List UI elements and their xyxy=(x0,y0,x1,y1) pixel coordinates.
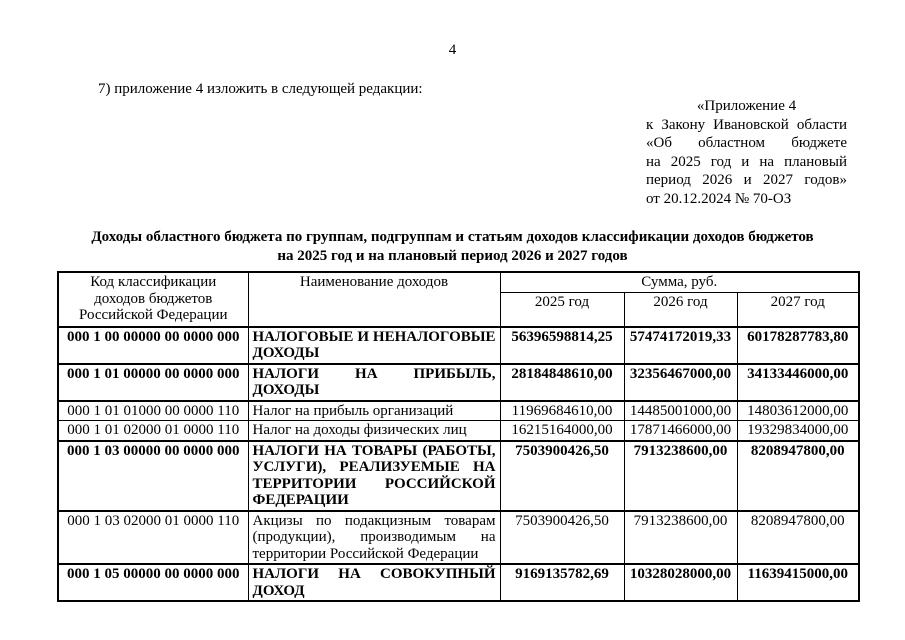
name-cell: НАЛОГОВЫЕ И НЕНАЛОГОВЫЕ ДОХОДЫ xyxy=(248,327,500,364)
table-row xyxy=(58,564,859,601)
amount-2025-cell: 7503900426,50 xyxy=(500,441,624,511)
amount-2026-cell: 7913238600,00 xyxy=(624,511,737,565)
amount-2026-cell: 10328028000,00 xyxy=(624,564,737,601)
amount-2026-cell: 14485001000,00 xyxy=(624,401,737,421)
code-cell: 000 1 00 00000 00 0000 000 xyxy=(58,327,248,364)
code-cell: 000 1 01 01000 00 0000 110 xyxy=(58,401,248,421)
code-cell: 000 1 03 00000 00 0000 000 xyxy=(58,441,248,511)
name-cell: Акцизы по подакцизным товарам (продукции), производимым на территории Российской Федерации xyxy=(248,511,500,565)
table-title-line1: Доходы областного бюджета по группам, подгруппам и статьям доходов классификации доходов бюджетов xyxy=(91,229,814,245)
amount-2025-cell: 7503900426,50 xyxy=(500,511,624,565)
header-year-2026: 2026 год xyxy=(624,293,737,327)
header-row-top xyxy=(58,272,859,293)
name-cell: НАЛОГИ НА ПРИБЫЛЬ, ДОХОДЫ xyxy=(248,364,500,401)
amount-2025-cell: 28184848610,00 xyxy=(500,364,624,401)
code-cell: 000 1 03 02000 01 0000 110 xyxy=(58,511,248,565)
amount-2027-cell: 11639415000,00 xyxy=(737,564,859,601)
amount-2025-cell: 16215164000,00 xyxy=(500,421,624,441)
table-title-line2: на 2025 год и на плановый период 2026 и 2027 годов xyxy=(277,248,628,264)
amount-2026-cell: 17871466000,00 xyxy=(624,421,737,441)
amount-2025-cell: 56396598814,25 xyxy=(500,327,624,364)
amount-2027-cell: 60178287783,80 xyxy=(737,327,859,364)
appendix-reference-block xyxy=(646,97,847,209)
table-row xyxy=(58,327,859,364)
amount-2027-cell: 34133446000,00 xyxy=(737,364,859,401)
amount-2025-cell: 11969684610,00 xyxy=(500,401,624,421)
amount-2026-cell: 57474172019,33 xyxy=(624,327,737,364)
amount-2027-cell: 8208947800,00 xyxy=(737,511,859,565)
header-name: Наименование доходов xyxy=(248,272,500,327)
appendix-line: на 2025 год и на плановый xyxy=(646,153,847,170)
amount-2026-cell: 7913238600,00 xyxy=(624,441,737,511)
amount-2026-cell: 32356467000,00 xyxy=(624,364,737,401)
table-row xyxy=(58,511,859,565)
header-year-2027: 2027 год xyxy=(737,293,859,327)
appendix-line: от 20.12.2024 № 70-ОЗ xyxy=(646,190,792,207)
page-number: 4 xyxy=(448,42,457,58)
name-cell: НАЛОГИ НА СОВОКУПНЫЙ ДОХОД xyxy=(248,564,500,601)
amount-2027-cell: 8208947800,00 xyxy=(737,441,859,511)
header-year-2025: 2025 год xyxy=(500,293,624,327)
intro-paragraph: 7) приложение 4 изложить в следующей редакции: xyxy=(98,81,423,97)
table-title xyxy=(0,228,905,266)
appendix-line: «Приложение 4 xyxy=(696,98,797,114)
revenue-table xyxy=(57,271,860,602)
table-row xyxy=(58,364,859,401)
appendix-line: к Закону Ивановской области xyxy=(646,116,847,133)
table-row xyxy=(58,401,859,421)
amount-2027-cell: 19329834000,00 xyxy=(737,421,859,441)
appendix-line: период 2026 и 2027 годов» xyxy=(646,172,847,189)
header-code: Код классификации доходов бюджетов Российской Федерации xyxy=(58,272,248,327)
code-cell: 000 1 01 00000 00 0000 000 xyxy=(58,364,248,401)
table-row xyxy=(58,441,859,511)
amount-2025-cell: 9169135782,69 xyxy=(500,564,624,601)
name-cell: Налог на доходы физических лиц xyxy=(248,421,500,441)
code-cell: 000 1 01 02000 01 0000 110 xyxy=(58,421,248,441)
code-cell: 000 1 05 00000 00 0000 000 xyxy=(58,564,248,601)
name-cell: Налог на прибыль организаций xyxy=(248,401,500,421)
header-sum-group: Сумма, руб. xyxy=(500,272,859,293)
appendix-line: «Об областном бюджете xyxy=(646,135,847,152)
amount-2027-cell: 14803612000,00 xyxy=(737,401,859,421)
name-cell: НАЛОГИ НА ТОВАРЫ (РАБОТЫ, УСЛУГИ), РЕАЛИЗУЕМЫЕ НА ТЕРРИТОРИИ РОССИЙСКОЙ ФЕДЕРАЦИИ xyxy=(248,441,500,511)
table-row xyxy=(58,421,859,441)
